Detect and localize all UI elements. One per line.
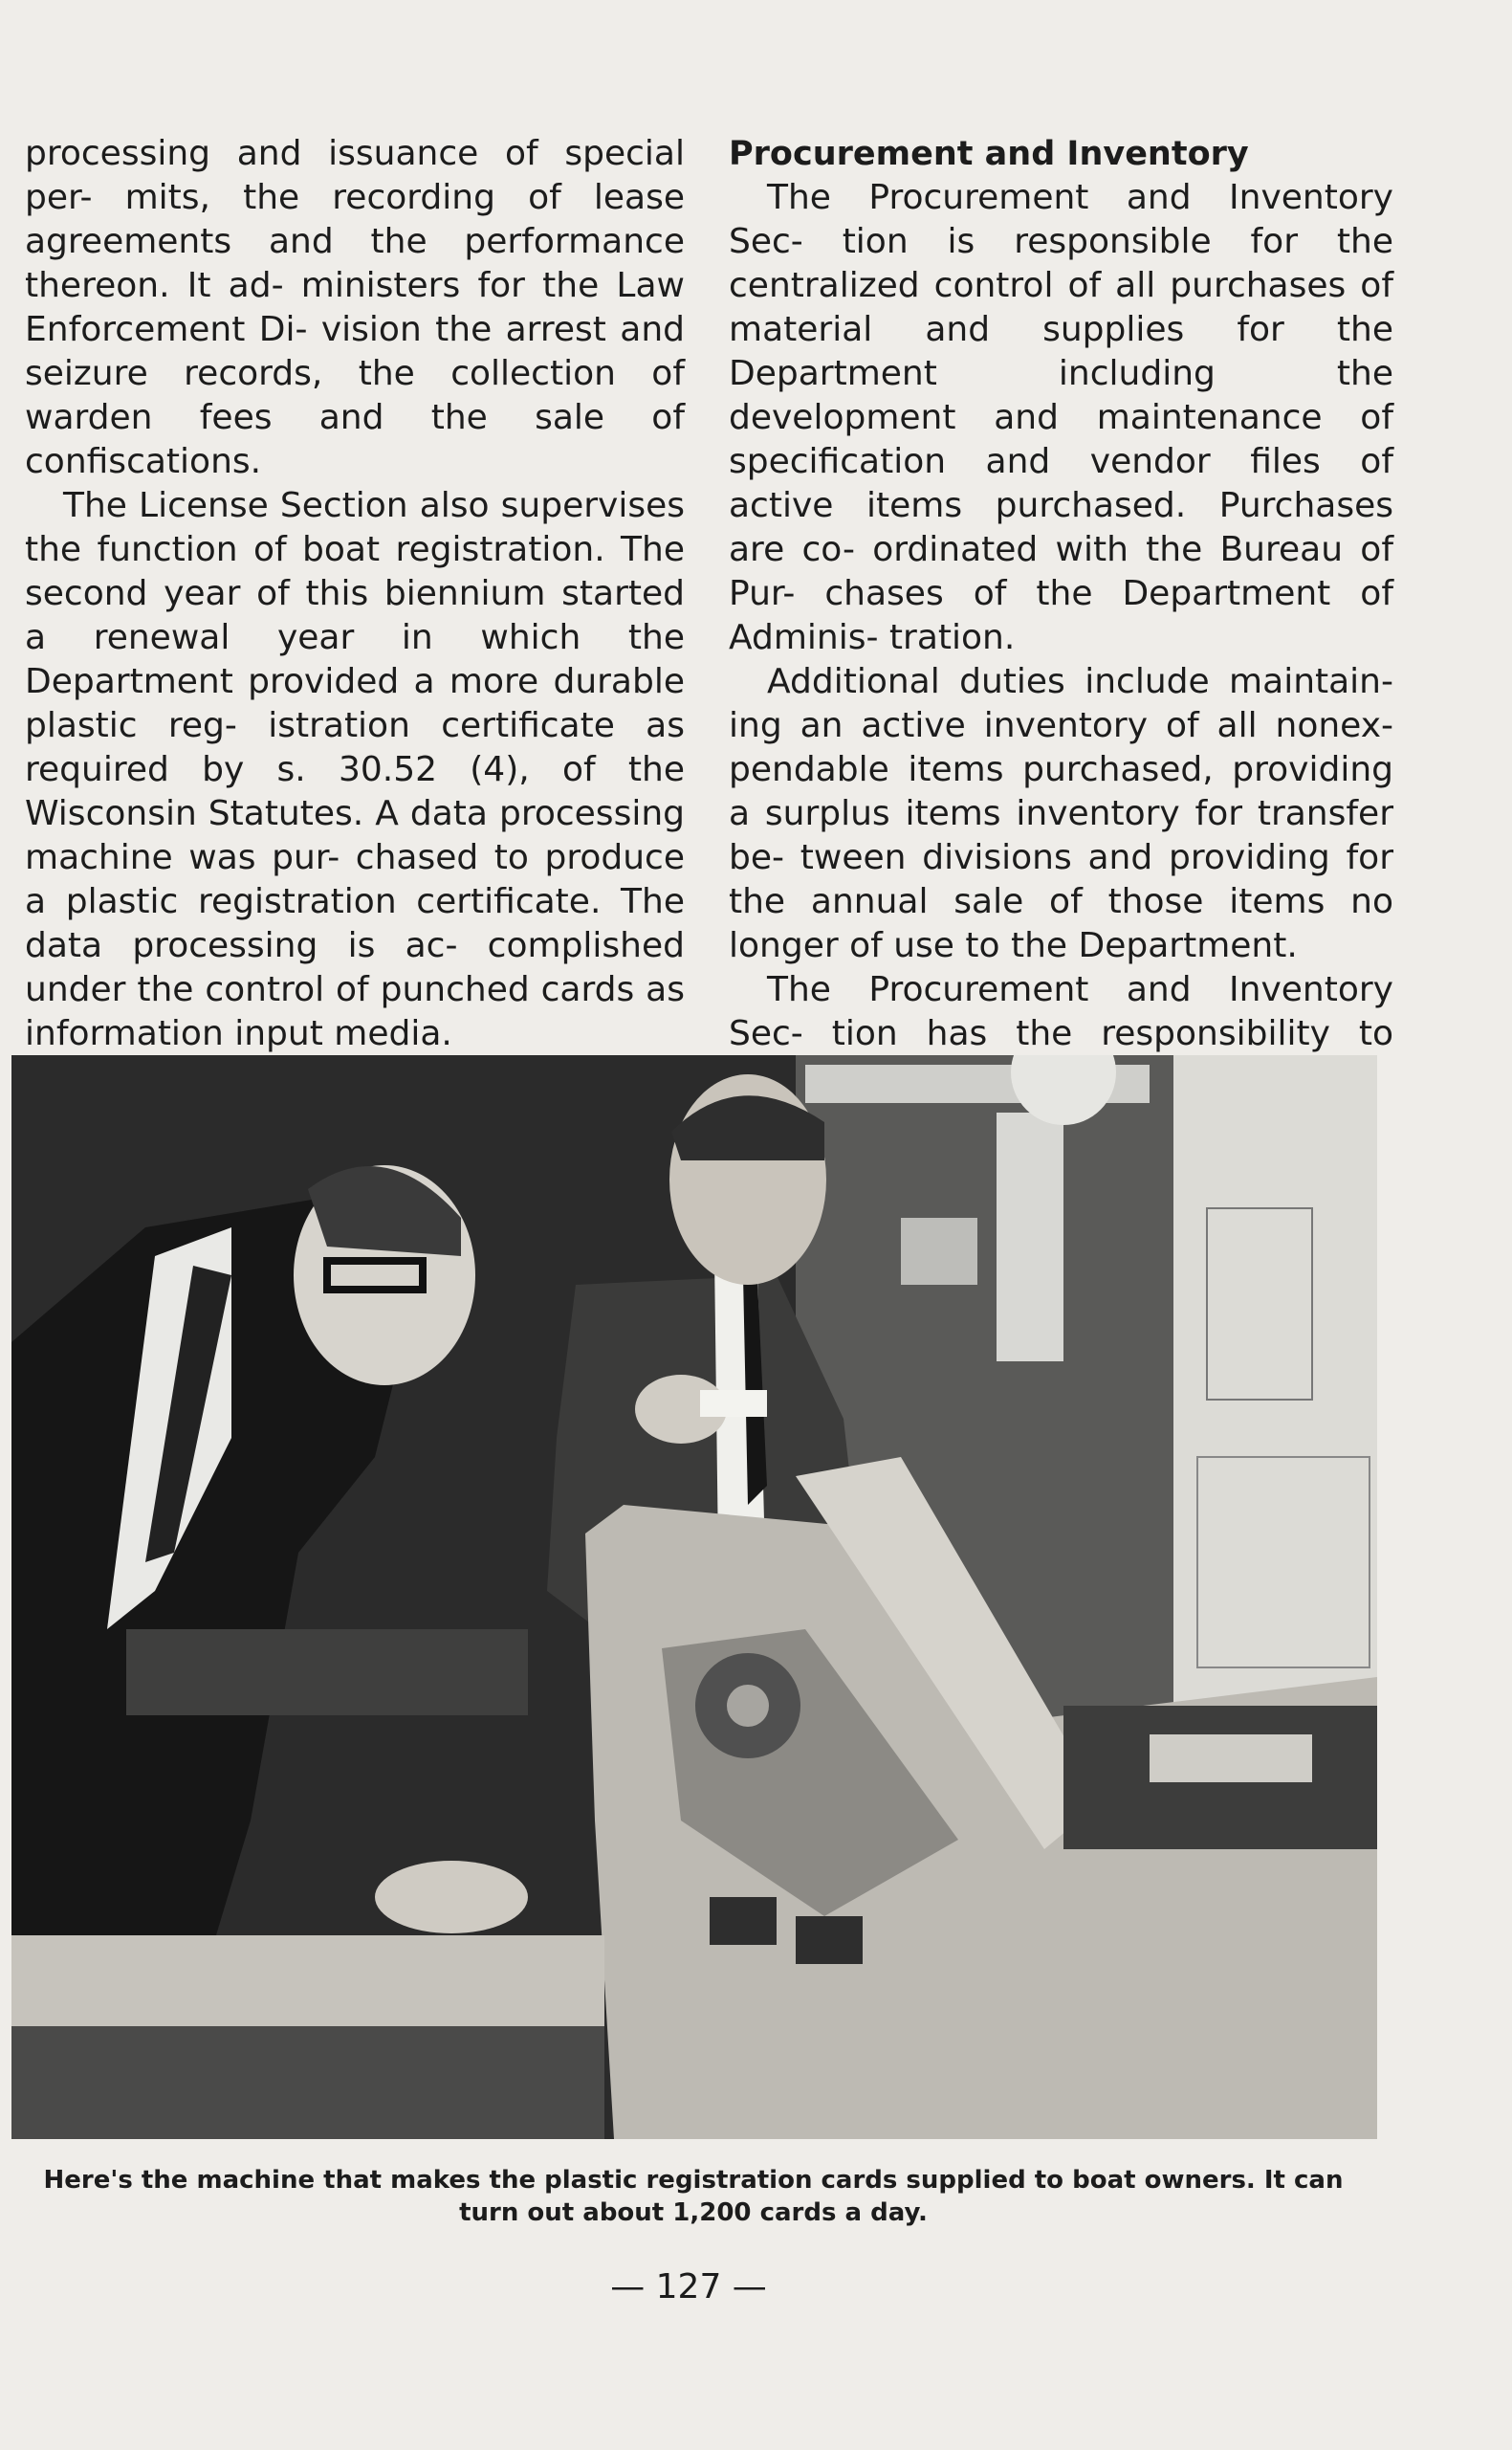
left-column xyxy=(25,132,685,1056)
right-column xyxy=(729,132,1393,1100)
machine-photo xyxy=(11,1055,1377,2139)
section-heading: Procurement and Inventory xyxy=(729,135,1249,173)
left-paragraph-1: processing and issuance of special per- mits, the recording of lease agreements and the performance thereon. It ad- ministers for the Law Enforcement Di- vision the arrest and seizure records, the collection of warden fees and the sale of confiscations. xyxy=(25,134,685,481)
right-paragraph-1: The Procurement and Inventory Sec- tion is responsible for the centralized control of all purchases of material and supplies for the Department including the development and maintenance of specification and vendor files of active items purchased. Purchases are co- ordinated with the Bureau of Pur- chases of the Department of Adminis- tration. xyxy=(729,178,1393,657)
page-number: — 127 — xyxy=(610,2267,767,2307)
photo-illustration xyxy=(11,1055,1377,2139)
right-paragraph-2: Additional duties include maintain- ing an active inventory of all nonex- pendable items purchased, providing a surplus items inventory for transfer be- tween divisions and providing for the annual sale of those items no longer of use to the Department. xyxy=(729,662,1393,965)
right-paragraph-3: The Procurement and Inventory Sec- tion has the responsibility to xyxy=(729,970,1393,1053)
photo-caption: Here's the machine that makes the plastic registration cards supplied to boat owners. It can turn out about 1,200 cards a day. xyxy=(43,2166,1344,2227)
left-paragraph-2: The License Section also supervises the function of boat registration. The second year of this biennium started a renewal year in which the Department provided a more durable plastic reg- istration certificate as required by s. 30.52 (4), of the Wisconsin Statutes. A data processing machine was pur- chased to produce a plastic registration certificate. The data processing is ac- complished under the control of punched cards as information input media. xyxy=(25,486,685,1053)
